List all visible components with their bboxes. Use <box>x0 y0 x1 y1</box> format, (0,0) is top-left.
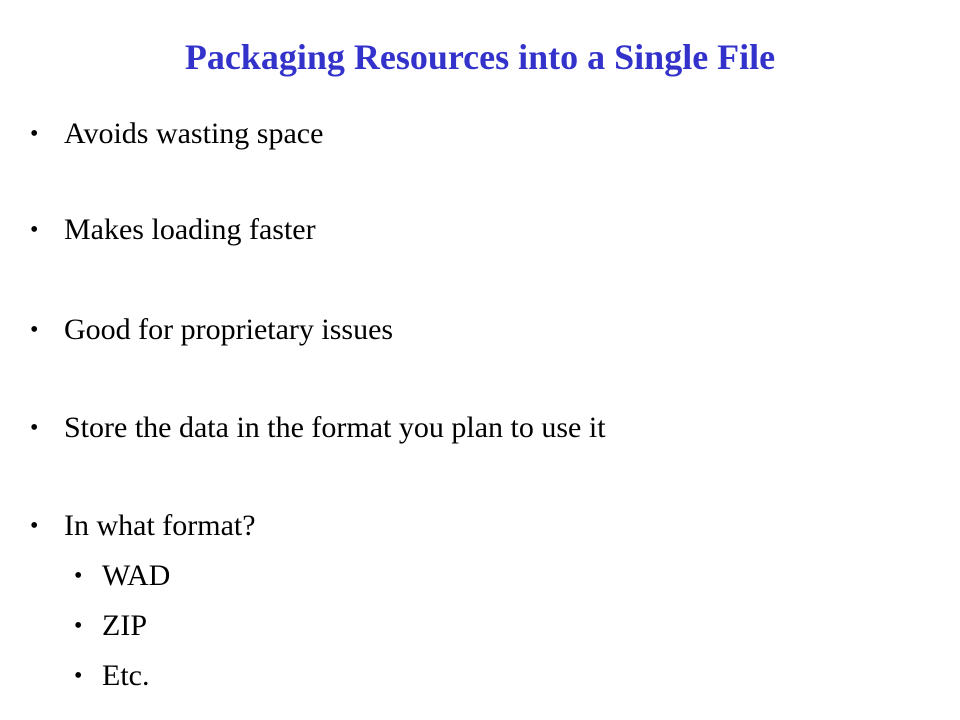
bullet-text: In what format? <box>64 509 256 542</box>
bullet-dot: • <box>74 613 83 639</box>
bullet-text: Avoids wasting space <box>64 117 324 150</box>
sub-bullet-item <box>0 608 860 644</box>
bullet-text: Store the data in the format you plan to use it <box>64 411 606 444</box>
sub-bullet-item <box>0 658 860 694</box>
bullet-item <box>0 312 900 348</box>
sub-bullet-text: WAD <box>102 559 171 592</box>
sub-bullet-item <box>0 558 860 594</box>
sub-bullet-text: Etc. <box>102 659 150 692</box>
bullet-dot: • <box>30 121 39 147</box>
bullet-item <box>0 508 900 544</box>
bullet-item <box>0 116 900 152</box>
bullet-text: Makes loading faster <box>64 213 316 246</box>
bullet-dot: • <box>74 563 83 589</box>
bullet-dot: • <box>30 217 39 243</box>
bullet-item <box>0 410 900 446</box>
bullet-dot: • <box>30 513 39 539</box>
bullet-dot: • <box>30 317 39 343</box>
slide-title: Packaging Resources into a Single File <box>184 37 776 77</box>
sub-bullet-text: ZIP <box>102 609 147 642</box>
bullet-dot: • <box>30 415 39 441</box>
bullet-text: Good for proprietary issues <box>64 313 394 346</box>
bullet-item <box>0 212 900 248</box>
bullet-dot: • <box>74 663 83 689</box>
